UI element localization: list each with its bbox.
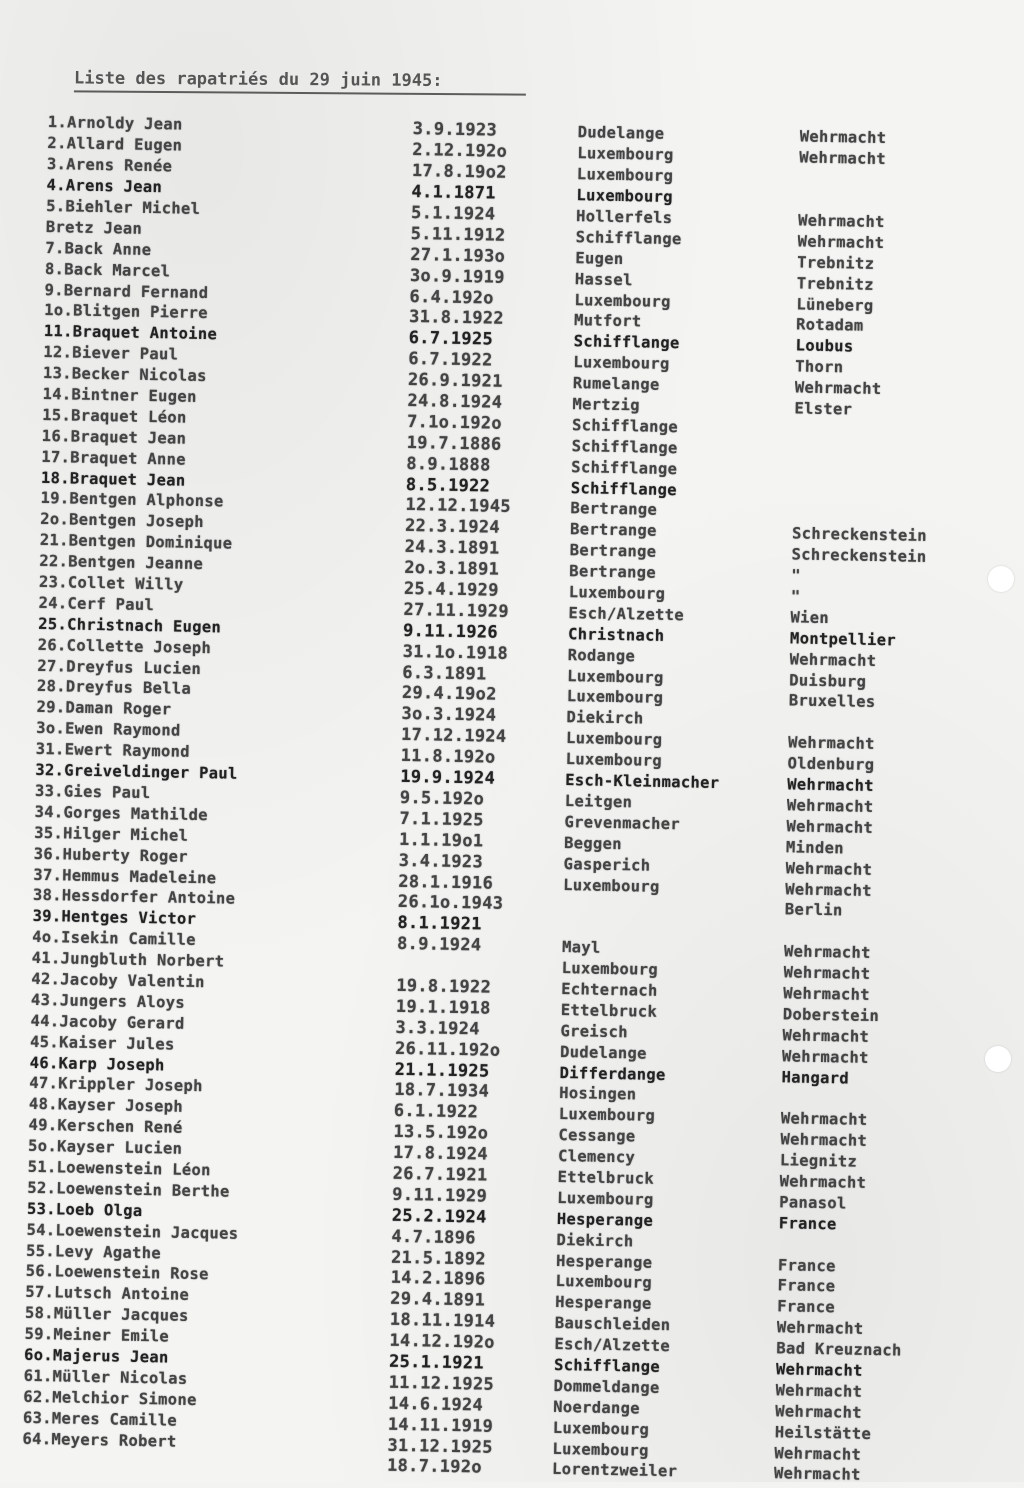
row-destination: Minden <box>785 838 844 858</box>
row-birthdate: 3.3.1924 <box>395 1017 480 1040</box>
row-place: Luxembourg <box>576 186 673 207</box>
row-destination: Doberstein <box>782 1005 880 1025</box>
row-birthdate: 6.1.1922 <box>393 1101 479 1123</box>
row-place <box>563 905 785 909</box>
row-place: Mertzig <box>572 395 641 415</box>
row-birthdate: 31.1o.1918 <box>402 641 509 664</box>
row-destination: Trebnitz <box>797 253 875 273</box>
row-name: Bretz Jean <box>45 217 143 238</box>
row-destination: Wehrmacht <box>797 232 885 252</box>
row-destination: Wehrmacht <box>775 1360 863 1380</box>
row-destination: Duisburg <box>789 670 867 691</box>
row-place: Beggen <box>563 833 623 853</box>
row-destination <box>793 492 991 496</box>
row-destination: France <box>777 1276 836 1296</box>
row-destination: Wehrmacht <box>774 1443 862 1464</box>
row-birthdate: 9.11.1926 <box>402 620 499 643</box>
row-birthdate: 8.9.1888 <box>406 453 491 476</box>
row-name: 4.Arens Jean <box>46 176 163 197</box>
row-name: 32.Greiveldinger Paul <box>35 760 238 783</box>
row-destination <box>794 450 992 454</box>
row-destination: Berlin <box>784 900 843 920</box>
row-destination: Heilstätte <box>774 1422 872 1443</box>
row-destination: Wehrmacht <box>794 378 882 399</box>
row-place: Luxembourg <box>558 1105 656 1126</box>
row-destination <box>781 1098 979 1102</box>
row-destination: Wehrmacht <box>783 942 871 963</box>
row-place: Ettelbruck <box>560 1000 658 1021</box>
row-name: 46.Karp Joseph <box>29 1053 165 1074</box>
row-name: 35.Hilger Michel <box>33 823 189 845</box>
row-birthdate: 17.8.1924 <box>392 1142 489 1165</box>
row-birthdate: 3.4.1923 <box>398 850 484 873</box>
row-name: 7.Back Anne <box>45 238 152 259</box>
row-birthdate: 3.9.1923 <box>412 119 498 142</box>
row-birthdate: 26.9.1921 <box>407 370 503 392</box>
row-name: 18.Braquet Jean <box>40 468 186 490</box>
row-place: Schifflange <box>575 228 682 249</box>
row-place: Luxembourg <box>565 729 663 750</box>
row-birthdate: 24.8.1924 <box>407 390 503 413</box>
row-destination: Lüneberg <box>796 294 874 315</box>
row-destination: Schreckenstein <box>791 524 928 546</box>
row-name: 14.Bintner Eugen <box>42 384 197 406</box>
row-name: 15.Braquet Léon <box>42 405 187 427</box>
row-name <box>22 1459 387 1466</box>
row-place: Noerdange <box>553 1397 641 1418</box>
row-name: 6o.Majerus Jean <box>23 1345 169 1367</box>
row-name: 49.Kerschen René <box>28 1116 183 1137</box>
row-name: 62.Melchior Simone <box>23 1387 197 1409</box>
row-place: Cessange <box>558 1126 636 1146</box>
row-place: Hosingen <box>559 1084 637 1104</box>
row-name: 53.Loeb Olga <box>26 1199 143 1220</box>
row-name: 47.Krippler Joseph <box>29 1074 203 1096</box>
row-destination: Wehrmacht <box>799 148 887 169</box>
row-destination: Wehrmacht <box>786 817 874 837</box>
row-birthdate: 5.11.1912 <box>410 223 506 246</box>
row-place: Schifflange <box>553 1355 661 1376</box>
row-birthdate: 8.9.1924 <box>396 934 482 956</box>
row-place: Luxembourg <box>552 1418 650 1439</box>
row-place: Dudelange <box>577 123 665 144</box>
row-destination: Wehrmacht <box>775 1401 863 1422</box>
row-birthdate: 8.5.1922 <box>405 474 491 497</box>
row-name: 3.Arens Renée <box>46 155 173 176</box>
row-name: 9.Bernard Fernand <box>44 280 209 302</box>
row-birthdate: 25.4.1929 <box>403 578 499 601</box>
row-birthdate: 26.1o.1943 <box>397 892 504 915</box>
row-birthdate: 31.12.1925 <box>387 1435 493 1458</box>
row-name: 63.Meres Camille <box>22 1408 178 1430</box>
row-destination: Wehrmacht <box>782 1026 870 1046</box>
row-destination: Trebnitz <box>796 274 875 294</box>
row-birthdate: 14.2.1896 <box>390 1268 486 1291</box>
row-destination: Wehrmacht <box>783 963 871 984</box>
row-name: 11.Braquet Antoine <box>43 322 218 344</box>
row-destination: Wehrmacht <box>797 211 885 232</box>
row-destination <box>784 931 982 935</box>
row-destination: Bruxelles <box>788 691 876 712</box>
punch-hole-upper <box>988 566 1014 592</box>
row-name: 27.Dreyfus Lucien <box>37 656 202 678</box>
row-birthdate: 19.1.1918 <box>395 996 491 1019</box>
row-destination: Rotadam <box>795 315 864 336</box>
row-place: Hesperange <box>555 1251 653 1272</box>
row-name: 28.Dreyfus Bella <box>36 677 192 699</box>
row-name: 17.Braquet Anne <box>41 447 187 469</box>
row-place: Bertrange <box>569 520 657 541</box>
row-name: 31.Ewert Raymond <box>35 740 191 761</box>
row-name: 29.Daman Roger <box>36 698 172 719</box>
row-place: Leitgen <box>564 791 633 812</box>
row-birthdate: 27.11.1929 <box>403 599 510 622</box>
row-place: Mayl <box>561 938 601 957</box>
row-place: Luxembourg <box>574 290 671 311</box>
row-name: 24.Cerf Paul <box>38 593 155 615</box>
row-destination: Wehrmacht <box>785 858 873 879</box>
row-birthdate: 29.4.1891 <box>390 1289 486 1311</box>
punch-hole-lower <box>985 1046 1011 1072</box>
row-name: 58.Müller Jacques <box>24 1303 189 1326</box>
row-name: 52.Loewenstein Berthe <box>27 1178 230 1201</box>
row-birthdate: 18.7.192o <box>386 1456 483 1479</box>
row-birthdate: 8.1.1921 <box>397 913 482 935</box>
row-place: Luxembourg <box>565 750 663 771</box>
row-name: 13.Becker Nicolas <box>42 364 207 386</box>
row-birthdate: 26.7.1921 <box>392 1163 488 1186</box>
row-place: Gasperich <box>563 854 651 875</box>
document-title: Liste des rapatriés du 29 juin 1945: <box>74 68 526 95</box>
row-birthdate: 11.12.1925 <box>388 1372 495 1395</box>
row-place: Dommeldange <box>553 1376 660 1397</box>
row-birthdate: 18.7.1934 <box>394 1080 490 1103</box>
row-name: 25.Christnach Eugen <box>38 614 222 637</box>
row-birthdate: 25.2.1924 <box>391 1205 487 1228</box>
row-birthdate: 9.11.1929 <box>392 1184 488 1207</box>
row-destination <box>792 513 990 517</box>
row-place: Luxembourg <box>561 959 659 979</box>
row-birthdate: 1.1.19o1 <box>398 829 484 852</box>
row-destination <box>793 471 991 475</box>
row-name: 33.Gies Paul <box>34 781 151 803</box>
row-name: 3o.Ewen Raymond <box>35 719 181 740</box>
row-place: Luxembourg <box>567 666 664 687</box>
row-destination: Wehrmacht <box>787 733 875 754</box>
row-place: Luxembourg <box>568 583 666 603</box>
row-name: 48.Kayser Joseph <box>28 1095 184 1117</box>
row-birthdate: 14.11.1919 <box>387 1414 494 1437</box>
row-destination: Wehrmacht <box>779 1172 867 1192</box>
row-place: Ettelbruck <box>557 1167 655 1188</box>
row-birthdate: 3o.9.1919 <box>409 265 505 288</box>
row-birthdate: 19.8.1922 <box>396 975 492 998</box>
row-destination: Wehrmacht <box>780 1130 868 1151</box>
row-birthdate: 6.7.1925 <box>408 328 494 350</box>
row-birthdate: 14.6.1924 <box>388 1393 484 1416</box>
row-place: Hollerfels <box>575 207 673 228</box>
row-name: 19.Bentgen Alphonse <box>40 489 224 511</box>
row-name: 64.Meyers Robert <box>22 1429 177 1451</box>
row-birthdate: 22.3.1924 <box>404 516 501 539</box>
row-name: 43.Jungers Aloys <box>30 990 186 1012</box>
row-destination: Thorn <box>795 357 844 377</box>
row-destination: Bad Kreuznach <box>776 1339 902 1360</box>
row-name: 41.Jungbluth Norbert <box>31 948 225 971</box>
row-destination <box>799 179 997 183</box>
row-place: Luxembourg <box>566 687 664 708</box>
row-place: Greisch <box>560 1021 629 1042</box>
row-place: Luxembourg <box>576 165 674 186</box>
row-place: Schifflange <box>573 332 680 353</box>
row-destination: Wehrmacht <box>776 1318 864 1339</box>
row-place: Esch/Alzette <box>568 604 685 625</box>
row-place: Schifflange <box>571 457 678 478</box>
row-place: Esch/Alzette <box>554 1335 671 1356</box>
row-destination: Wehrmacht <box>785 879 873 900</box>
row-birthdate: 5.1.1924 <box>410 202 496 225</box>
row-place: Esch-Kleinmacher <box>565 771 720 793</box>
row-destination: Wehrmacht <box>787 775 875 796</box>
row-name: 34.Gorges Mathilde <box>34 802 209 825</box>
row-birthdate: 26.11.192o <box>394 1038 501 1061</box>
row-name: 5o.Kayser Lucien <box>27 1136 183 1158</box>
row-birthdate: 28.1.1916 <box>398 871 494 894</box>
row-destination: Wehrmacht <box>789 650 877 670</box>
row-destination: Schreckenstein <box>791 545 927 567</box>
row-place: Bertrange <box>569 562 657 582</box>
row-place: Luxembourg <box>573 353 670 374</box>
row-place: Hesperange <box>555 1293 652 1314</box>
row-birthdate: 18.11.1914 <box>389 1309 496 1333</box>
row-destination: Oldenburg <box>787 754 875 775</box>
row-name: 51.Loewenstein Léon <box>27 1157 211 1180</box>
row-birthdate: 13.5.192o <box>393 1122 489 1144</box>
row-birthdate: 25.1.1921 <box>388 1351 485 1374</box>
row-place: Hesperange <box>556 1209 654 1230</box>
row-destination: France <box>777 1297 836 1317</box>
row-place: Bertrange <box>569 541 657 562</box>
row-birthdate: 19.9.1924 <box>400 766 496 789</box>
row-name: 8.Back Marcel <box>44 259 171 281</box>
row-destination: " <box>790 587 801 606</box>
row-name: 16.Braquet Jean <box>41 426 187 448</box>
row-place: Schifflange <box>571 416 679 437</box>
row-name: 61.Müller Nicolas <box>23 1366 188 1388</box>
row-destination: Wehrmacht <box>786 796 874 816</box>
row-destination: Liegnitz <box>779 1151 858 1171</box>
row-destination: Wehrmacht <box>775 1381 863 1401</box>
row-place: Luxembourg <box>555 1272 653 1293</box>
row-destination: France <box>777 1255 836 1275</box>
row-birthdate: 7.1.1925 <box>399 808 484 831</box>
row-place: Differdange <box>559 1063 666 1084</box>
row-place: Mutfort <box>573 311 642 331</box>
row-birthdate: 6.7.1922 <box>408 349 493 371</box>
row-destination: Wehrmacht <box>783 984 871 1004</box>
row-birthdate: 3o.3.1924 <box>401 704 497 727</box>
row-name: 12.Biever Paul <box>43 343 179 364</box>
row-name: 39.Hentges Victor <box>32 907 197 929</box>
row-birthdate: 19.7.1886 <box>406 432 502 455</box>
row-destination: Loubus <box>795 336 854 356</box>
row-name: 55.Levy Agathe <box>25 1241 162 1262</box>
row-place: Luxembourg <box>552 1439 649 1460</box>
row-name: 42.Jacoby Valentin <box>31 969 205 992</box>
row-place: Grevenmacher <box>564 812 681 834</box>
row-name: 36.Huberty Roger <box>33 844 189 866</box>
row-destination: France <box>778 1213 837 1234</box>
row-name: 1.Arnoldy Jean <box>47 113 183 135</box>
row-destination <box>778 1244 976 1248</box>
row-place: Luxembourg <box>577 144 674 165</box>
row-name: 2o.Bentgen Joseph <box>40 510 205 532</box>
row-name: 21.Bentgen Dominique <box>39 531 233 553</box>
row-birthdate: 4.7.1896 <box>391 1226 476 1249</box>
row-place: Diekirch <box>566 708 644 728</box>
row-birthdate: 6.4.192o <box>409 286 494 309</box>
row-place: Luxembourg <box>557 1188 654 1209</box>
row-name: 26.Collette Joseph <box>37 635 212 657</box>
row-birthdate: 21.1.1925 <box>394 1059 490 1082</box>
row-name: 37.Hemmus Madeleine <box>33 865 217 887</box>
row-name: 2.Allard Eugen <box>47 134 183 155</box>
row-birthdate: 17.12.1924 <box>400 725 507 748</box>
row-birthdate: 24.3.1891 <box>404 537 500 559</box>
row-place: Christnach <box>567 624 665 645</box>
row-place: Rumelange <box>572 374 660 394</box>
row-destination: Panasol <box>779 1193 847 1213</box>
row-birthdate: 12.12.1945 <box>405 495 512 518</box>
row-place: Dudelange <box>559 1042 647 1063</box>
row-place: Schifflange <box>571 436 678 457</box>
row-birthdate: 21.5.1892 <box>390 1247 487 1270</box>
row-birthdate: 6.3.1891 <box>402 662 487 685</box>
row-place: Luxembourg <box>563 875 660 896</box>
row-name: 54.Loewenstein Jacques <box>26 1220 239 1243</box>
row-birthdate: 2o.3.1891 <box>404 558 500 580</box>
row-birthdate: 17.8.19o2 <box>411 161 507 184</box>
row-name: 22.Bentgen Jeanne <box>39 552 204 574</box>
row-name: 57.Lutsch Antoine <box>25 1283 190 1305</box>
row-destination: Wehrmacht <box>781 1046 869 1067</box>
row-name: 56.Loewenstein Rose <box>25 1262 209 1284</box>
row-destination: " <box>791 566 802 585</box>
row-birthdate: 4.1.1871 <box>411 182 496 204</box>
row-place: Schifflange <box>570 478 677 499</box>
row-place: Bauschleiden <box>554 1314 671 1335</box>
row-birthdate: 27.1.193o <box>410 244 506 267</box>
row-name: 59.Meiner Emile <box>24 1324 170 1346</box>
row-name: 5.Biehler Michel <box>46 196 201 218</box>
row-name: 38.Hessdorfer Antoine <box>32 886 236 909</box>
row-birthdate: 29.4.19o2 <box>401 683 497 706</box>
row-birthdate: 9.5.192o <box>399 787 485 810</box>
row-birthdate: 14.12.192o <box>389 1330 496 1353</box>
row-destination: Wehrmacht <box>773 1464 861 1485</box>
row-place: Echternach <box>561 979 658 1000</box>
row-destination: Wehrmacht <box>799 127 887 148</box>
row-destination: Hangard <box>781 1067 850 1088</box>
row-place: Lorentzweiler <box>551 1460 678 1481</box>
row-birthdate <box>397 965 562 968</box>
repatriates-list <box>22 112 998 1488</box>
row-place: Eugen <box>575 248 624 268</box>
row-destination <box>788 722 986 726</box>
row-destination: Montpellier <box>789 629 897 650</box>
row-destination: Elster <box>794 399 853 419</box>
row-place: Bertrange <box>570 499 658 520</box>
row-destination: Wien <box>790 608 830 628</box>
row-name: 44.Jacoby Gerard <box>30 1011 185 1033</box>
row-place: Rodange <box>567 645 636 666</box>
row-destination <box>794 429 992 433</box>
row-birthdate: 31.8.1922 <box>408 307 505 330</box>
row-destination: Wehrmacht <box>780 1109 868 1130</box>
row-place <box>562 926 784 930</box>
row-name: 4o.Isekin Camille <box>31 928 197 950</box>
row-birthdate: 2.12.192o <box>412 140 508 163</box>
row-birthdate: 7.1o.192o <box>406 411 503 434</box>
row-birthdate: 11.8.192o <box>400 746 496 768</box>
row-name: 45.Kaiser Jules <box>29 1032 175 1054</box>
row-place: Diekirch <box>556 1230 634 1251</box>
row-name: 23.Collet Willy <box>38 572 184 594</box>
row-place: Clemency <box>557 1147 636 1167</box>
row-place: Hassel <box>574 269 633 289</box>
row-name: 1o.Blitgen Pierre <box>44 301 209 323</box>
row-destination <box>798 200 996 204</box>
